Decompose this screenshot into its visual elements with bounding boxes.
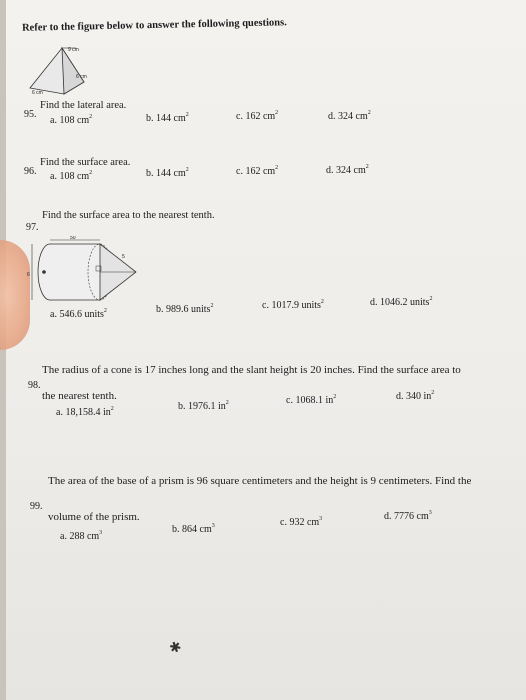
q97-text: Find the surface area to the nearest tenth. xyxy=(42,210,215,221)
q97-option-d: d. 1046.2 units$^2$ xyxy=(370,296,433,308)
instructions-header: Refer to the figure below to answer the following questions. xyxy=(21,17,287,34)
q97-option-b: b. 989.6 units$^2$ xyxy=(156,303,214,315)
q95-option-b: b. 144 $cm^2$ xyxy=(146,112,189,124)
q98-number: 98. xyxy=(28,380,41,391)
pyramid-figure xyxy=(24,42,94,96)
q98-option-c: c. 1068.1 $in^2$ xyxy=(286,394,337,406)
pyramid-slant-label: 6 cm xyxy=(76,74,87,80)
pyramid-face-right xyxy=(62,48,84,94)
q96-option-d: d. 324 $cm^2$ xyxy=(326,164,369,176)
q99-option-b: b. 864 $cm^3$ xyxy=(172,523,215,535)
q99-option-c: c. 932 $cm^3$ xyxy=(280,516,323,528)
q98-option-b: b. 1976.1 $in^2$ xyxy=(178,400,229,412)
q96-option-b: b. 144 $cm^2$ xyxy=(146,167,189,179)
q95-option-c: c. 162 $cm^2$ xyxy=(236,110,279,122)
q99-option-d: d. 7776 $cm^3$ xyxy=(384,510,432,522)
pencil-mark: ✱ xyxy=(167,639,184,658)
q98-option-a: a. 18,158.4 $in^2$ xyxy=(56,406,114,418)
q95-option-d: d. 324 $cm^2$ xyxy=(328,110,371,122)
q99-option-a: a. 288 $cm^3$ xyxy=(60,530,103,542)
composite-top-label: 50 xyxy=(70,236,76,241)
q96-text: Find the surface area. xyxy=(40,157,131,168)
q97-option-a: a. 546.6 units$^2$ xyxy=(50,308,107,320)
q97-number: 97. xyxy=(26,222,39,233)
pyramid-base-label: 6 cm xyxy=(32,90,43,96)
q96-option-a: a. 108 $cm^2$ xyxy=(50,170,93,182)
pyramid-top-label: 9 cm xyxy=(68,47,79,53)
q95-text: Find the lateral area. xyxy=(40,100,127,111)
q99-number: 99. xyxy=(30,501,43,512)
q95-number: 95. xyxy=(24,109,37,120)
q99-text-line1: The area of the base of a prism is 96 square centimeters and the height is 9 centimeters. Find the xyxy=(48,475,472,487)
composite-left-label: 6 xyxy=(27,272,30,278)
q98-text-line1: The radius of a cone is 17 inches long and the slant height is 20 inches. Find the surface area to xyxy=(42,364,461,376)
q98-text-line2: the nearest tenth. xyxy=(42,390,117,402)
composite-side-label: 5 xyxy=(122,254,125,260)
q99-text-line2: volume of the prism. xyxy=(48,511,140,523)
cylinder-cone-figure xyxy=(24,236,144,310)
q96-number: 96. xyxy=(24,166,37,177)
q98-option-d: d. 340 $in^2$ xyxy=(396,390,435,402)
q95-option-a: a. 108 $cm^2$ xyxy=(50,114,93,126)
q96-option-c: c. 162 $cm^2$ xyxy=(236,165,279,177)
cylinder-body xyxy=(50,244,100,300)
q97-option-c: c. 1017.9 units$^2$ xyxy=(262,299,324,311)
center-dot xyxy=(42,270,46,274)
